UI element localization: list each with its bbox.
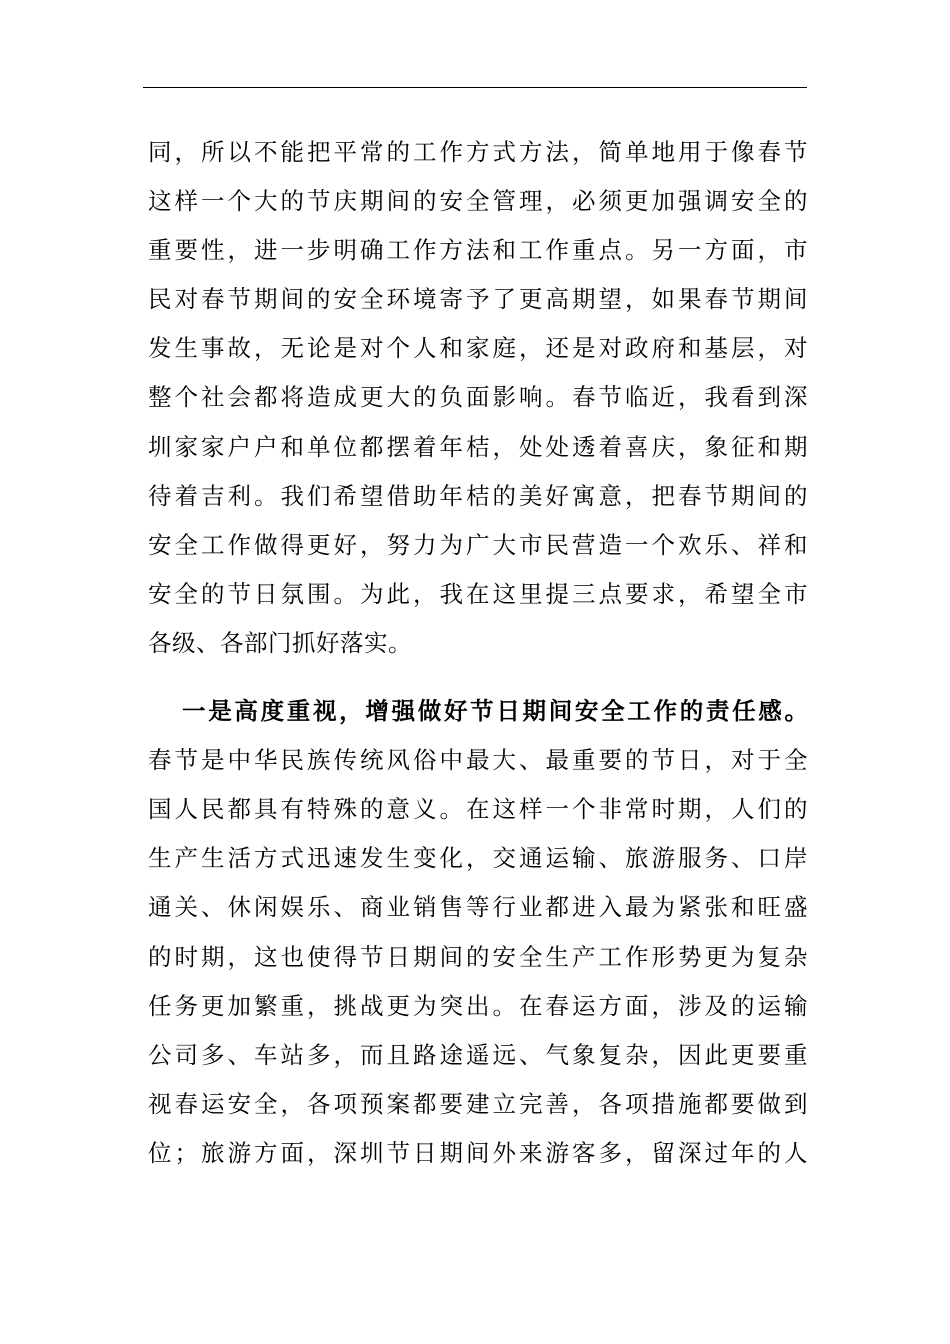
- text-line: 各级、各部门抓好落实。: [148, 628, 412, 657]
- text-line: 整个社会都将造成更大的负面影响。春节临近，我看到深: [148, 383, 808, 412]
- text-line: 安全的节日氛围。为此，我在这里提三点要求，希望全市: [148, 579, 808, 608]
- section-heading: 一是高度重视，增强做好节日期间安全工作的责任感。: [182, 697, 808, 726]
- body-text: [148, 128, 808, 1178]
- text-line: 国人民都具有特殊的意义。在这样一个非常时期，人们的: [148, 795, 808, 824]
- text-line: 同，所以不能把平常的工作方式方法，简单地用于像春节: [148, 138, 808, 166]
- text-line: 视春运安全，各项预案都要建立完善，各项措施都要做到: [148, 1089, 808, 1118]
- text-line: 位；旅游方面，深圳节日期间外来游客多，留深过年的人: [148, 1138, 808, 1167]
- paragraph-2: [148, 687, 808, 1178]
- text-line: 安全工作做得更好，努力为广大市民营造一个欢乐、祥和: [148, 530, 808, 559]
- text-line: 这样一个大的节庆期间的安全管理，必须更加强调安全的: [148, 187, 808, 216]
- paragraph-gap: [148, 668, 808, 687]
- text-line: 民对春节期间的安全环境寄予了更高期望，如果春节期间: [148, 285, 808, 314]
- text-line: 圳家家户户和单位都摆着年桔，处处透着喜庆，象征和期: [148, 432, 808, 461]
- text-line: 生产生活方式迅速发生变化，交通运输、旅游服务、口岸: [148, 844, 808, 873]
- text-line: 发生事故，无论是对个人和家庭，还是对政府和基层，对: [148, 334, 808, 363]
- text-line: 待着吉利。我们希望借助年桔的美好寓意，把春节期间的: [148, 481, 808, 510]
- paragraph-1: [148, 128, 808, 668]
- text-line: 春节是中华民族传统风俗中最大、最重要的节日，对于全: [148, 746, 808, 775]
- text-line: 通关、休闲娱乐、商业销售等行业都进入最为紧张和旺盛: [148, 893, 808, 922]
- text-line: 重要性，进一步明确工作方法和工作重点。另一方面，市: [148, 236, 808, 265]
- text-line: 的时期，这也使得节日期间的安全生产工作形势更为复杂: [148, 942, 808, 971]
- header-rule: [143, 87, 807, 88]
- text-line: 公司多、车站多，而且路途遥远、气象复杂，因此更要重: [148, 1040, 808, 1069]
- text-line: 任务更加繁重，挑战更为突出。在春运方面，涉及的运输: [148, 991, 808, 1020]
